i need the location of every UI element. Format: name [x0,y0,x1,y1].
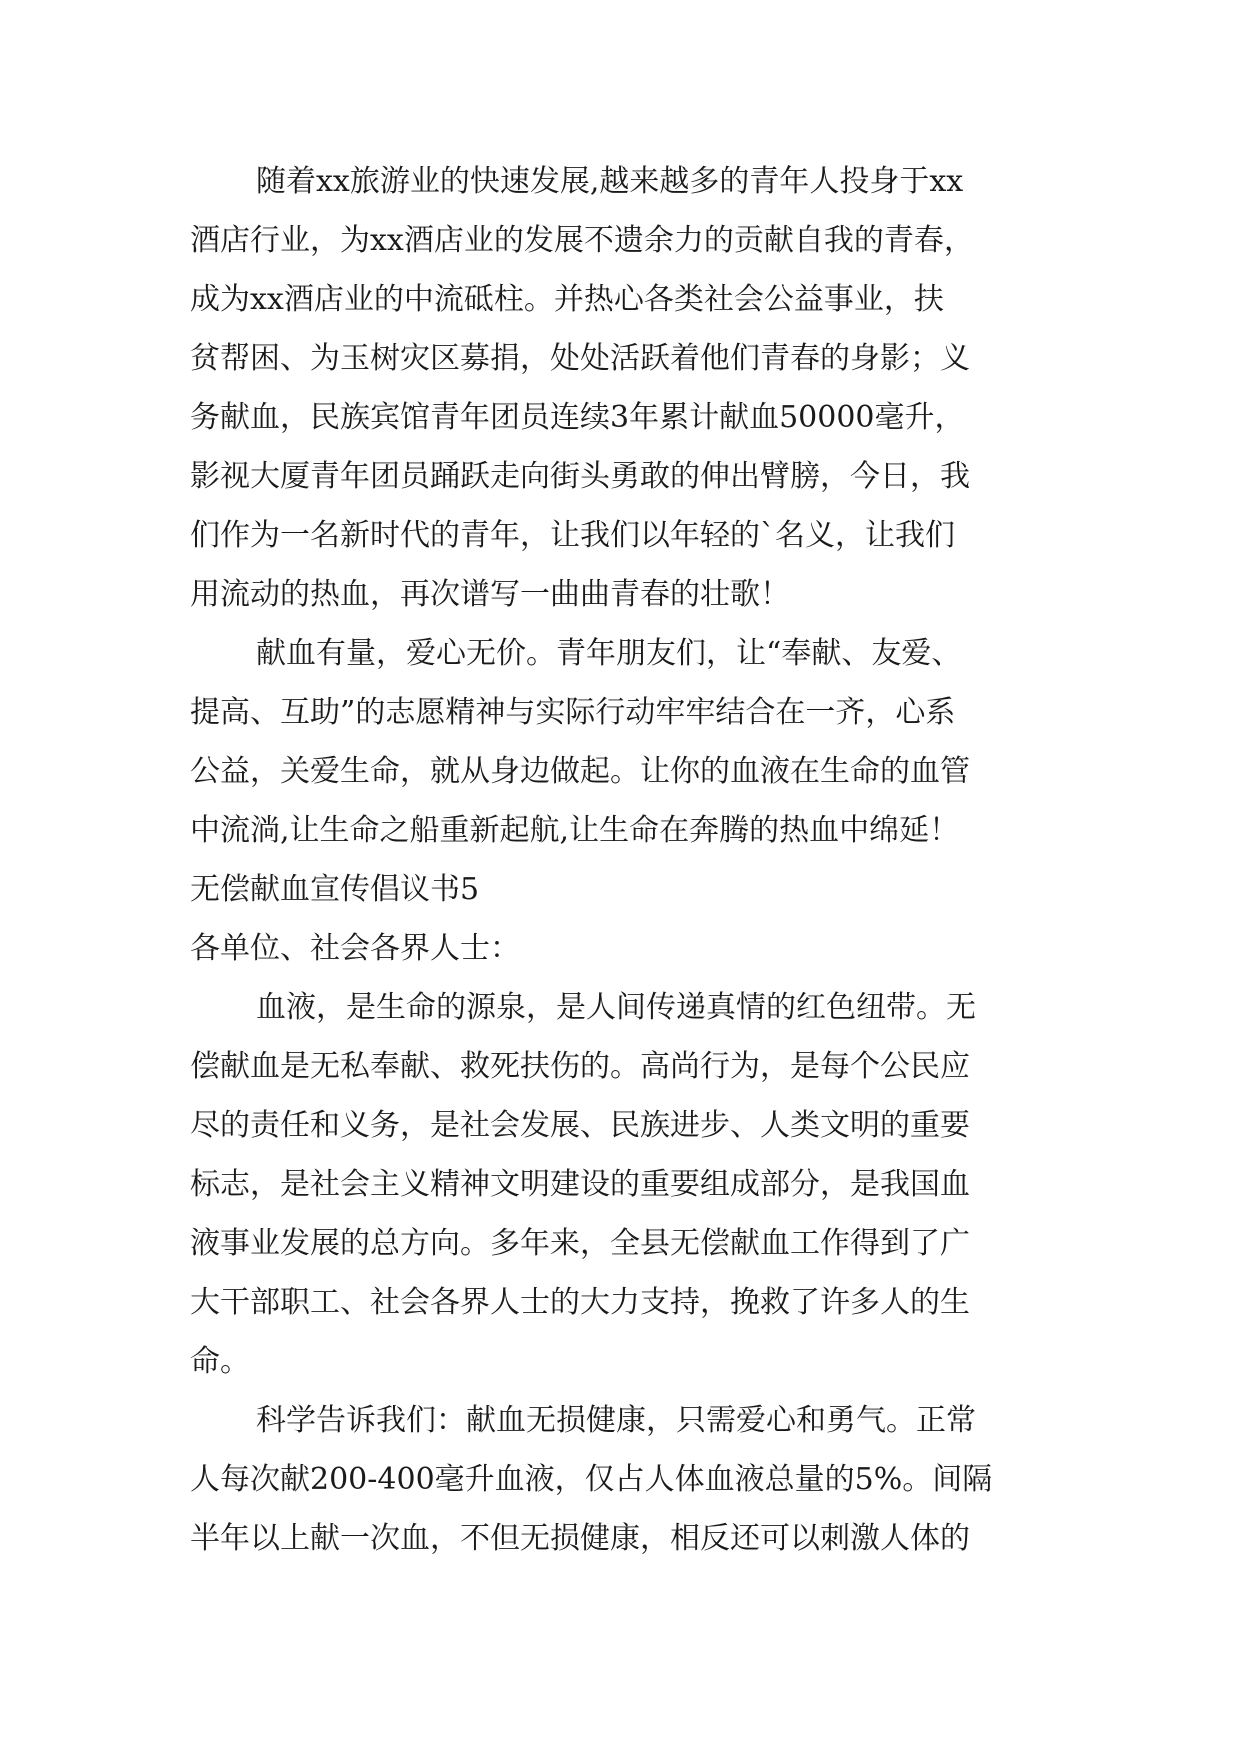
text-line: 成为xx酒店业的中流砥柱。并热心各类社会公益事业，扶 [190,282,944,317]
text-line: 贫帮困、为玉树灾区募捐，处处活跃着他们青春的身影；义 [190,341,970,376]
text-line: 各单位、社会各界人士： [190,931,520,966]
text-line: 大干部职工、社会各界人士的大力支持，挽救了许多人的生 [190,1285,970,1320]
text-line: 提高、互助”的志愿精神与实际行动牢牢结合在一齐，心系 [190,695,956,730]
paragraph [190,919,1060,978]
text-line: 尽的责任和义务，是社会发展、民族进步、人类文明的重要 [190,1108,970,1143]
paragraph [190,1391,1060,1568]
paragraph [190,860,1060,919]
text-line: 们作为一名新时代的青年，让我们以年轻的`名义，让我们 [190,518,955,553]
paragraph [190,978,1060,1391]
text-line: 命。 [190,1344,250,1379]
text-line: 酒店行业，为xx酒店业的发展不遗余力的贡献自我的青春， [190,223,974,258]
text-line: 偿献血是无私奉献、救死扶伤的。高尚行为，是每个公民应 [190,1049,970,1084]
text-line: 影视大厦青年团员踊跃走向街头勇敢的伸出臂膀，今日，我 [190,459,970,494]
paragraph [190,624,1060,860]
text-line: 用流动的热血，再次谱写一曲曲青春的壮歌！ [190,577,790,612]
text-line: 半年以上献一次血，不但无损健康，相反还可以刺激人体的 [190,1521,970,1556]
paragraph [190,152,1060,624]
text-line: 人每次献200-400毫升血液，仅占人体血液总量的5%。间隔 [190,1462,993,1497]
text-line: 随着xx旅游业的快速发展,越来越多的青年人投身于xx [256,164,964,199]
text-line: 科学告诉我们：献血无损健康，只需爱心和勇气。正常 [256,1403,976,1438]
text-line: 无偿献血宣传倡议书5 [190,872,480,907]
text-line: 中流淌,让生命之船重新起航,让生命在奔腾的热血中绵延！ [190,813,960,848]
document-body [190,152,1060,1568]
text-line: 务献血，民族宾馆青年团员连续3年累计献血50000毫升， [190,400,965,435]
text-line: 标志，是社会主义精神文明建设的重要组成部分，是我国血 [190,1167,970,1202]
text-line: 液事业发展的总方向。多年来，全县无偿献血工作得到了广 [190,1226,970,1261]
text-line: 献血有量，爱心无价。青年朋友们，让“奉献、友爱、 [256,636,962,671]
text-line: 公益，关爱生命，就从身边做起。让你的血液在生命的血管 [190,754,970,789]
text-line: 血液，是生命的源泉，是人间传递真情的红色纽带。无 [256,990,976,1025]
